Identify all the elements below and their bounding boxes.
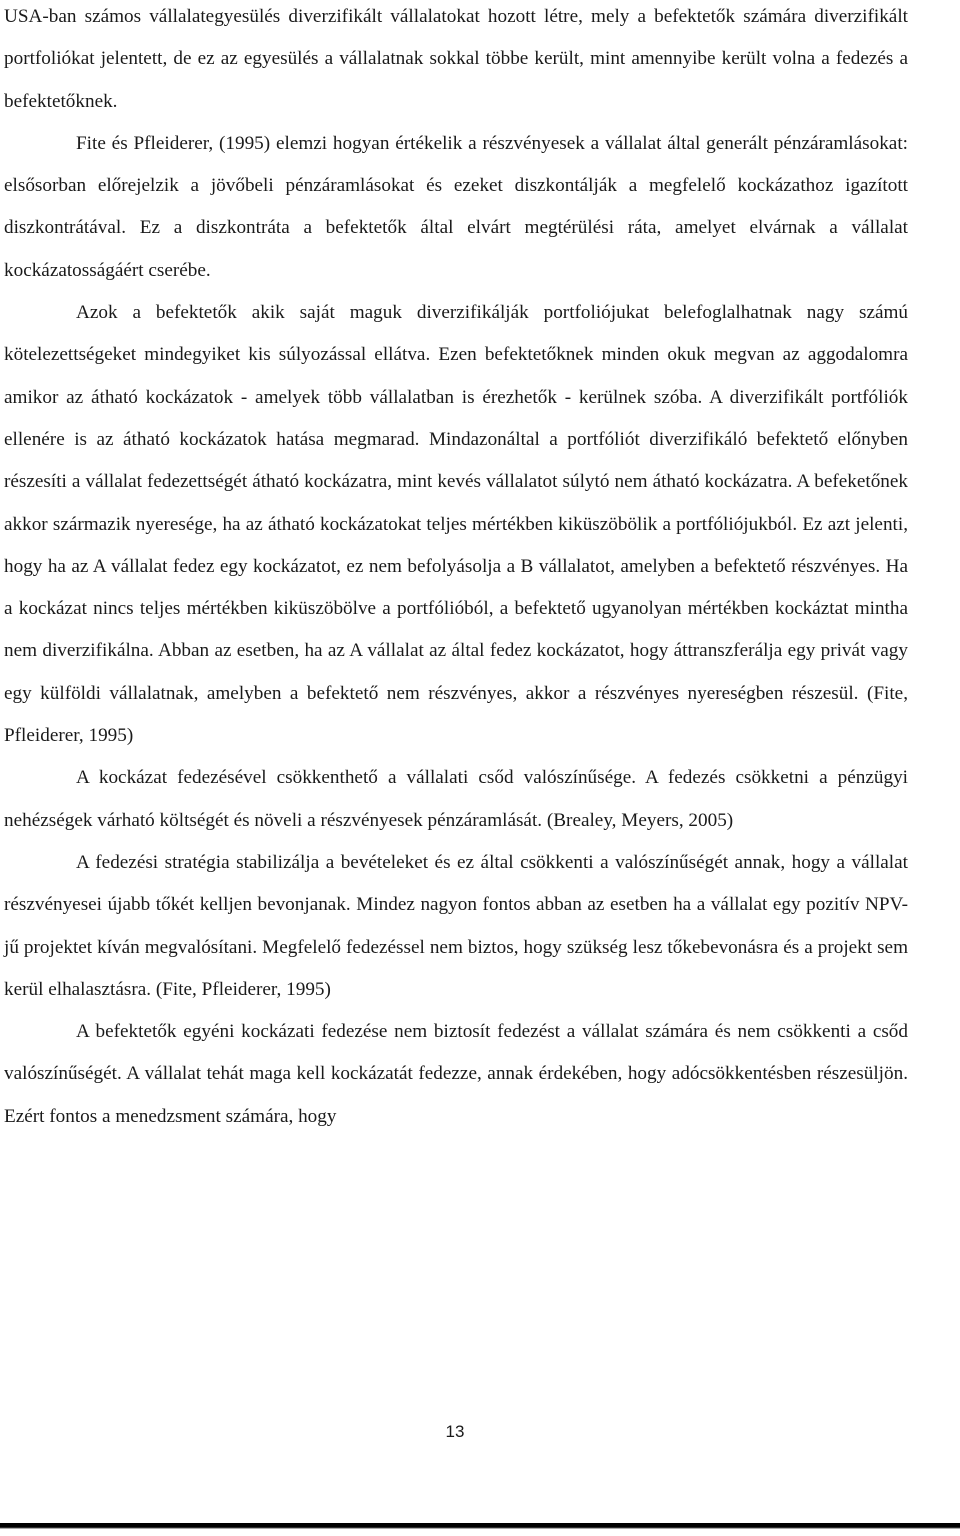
paragraph-diversifying-investors: Azok a befektetők akik saját maguk diverzifikálják portfoliójukat belefoglalhatnak nagy számú kötelezettségeket mindegyiket kis súlyozással ellátva. Ezen befektetőknek minden okuk megvan az aggodalomra amikor az átható kockázatok - amelyek több vállalatban is érezhetők - kerülnek szóba. A diverzifikált portfóliók ellenére is az átható kockázatok hatása megmarad. Mindazonáltal a portfóliót diverzifikáló befektető előnyben részesíti a vállalat fedezettségét átható kockázatra, mint kevés vállalatot súlytó nem átható kockázatra. A befeketőnek akkor származik nyeresége, ha az átható kockázatokat teljes mértékben kiküszöbölik a portfóliójukból. Ez azt jelenti, hogy ha az A vállalat fedez egy kockázatot, ez nem befolyásolja a B vállalatot, amelyben a befektető részvényes. Ha a kockázat nincs teljes mértékben kiküszöbölve a portfólióból, a befektető ugyanolyan mértékben kockáztat mintha nem diverzifikálna. Abban az esetben, ha az A vállalat az által fedez kockázatot, hogy áttranszferálja egy privát vagy egy külföldi vállalatnak, amelyben a befektető nem részvényes, akkor a részvényes nyereségben részesül. (Fite, Pfleiderer, 1995) (4, 302, 908, 747)
page-number: 13 (445, 1422, 465, 1441)
body-text (4, 0, 908, 1138)
footer-divider (0, 1523, 960, 1529)
paragraph-bankruptcy-probability: A kockázat fedezésével csökkenthető a vállalati csőd valószínűsége. A fedezés csökketni a pénzügyi nehézségek várható költségét és növeli a részvényesek pénzáramlását. (Brealey, Meyers, 2005) (4, 767, 908, 831)
paragraph-hedging-strategy: A fedezési stratégia stabilizálja a bevételeket és ez által csökkenti a valószínűségét annak, hogy a vállalat részvényesei újabb tőkét kelljen bevonjanak. Mindez nagyon fontos abban az esetben ha a vállalat egy pozitív NPV-jű projektet kíván megvalósítani. Megfelelő fedezéssel nem biztos, hogy szükség lesz tőkebevonásra és a projekt sem kerül elhalasztásra. (Fite, Pfleiderer, 1995) (4, 851, 908, 1000)
paragraph-continuation: USA-ban számos vállalategyesülés diverzifikált vállalatokat hozott létre, mely a befektetők számára diverzifikált portfoliókat jelentett, de ez az egyesülés a vállalatnak sokkal többe került, mint amennyibe került volna a fedezés a befektetőknek. (4, 6, 908, 112)
paragraph-individual-hedging: A befektetők egyéni kockázati fedezése nem biztosít fedezést a vállalat számára és nem csökkenti a csőd valószínűségét. A vállalat tehát maga kell kockázatát fedezze, annak érdekében, hogy adócsökkentésben részesüljön. Ezért fontos a menedzsment számára, hogy (4, 1021, 908, 1127)
paragraph-fite-pfleiderer: Fite és Pfleiderer, (1995) elemzi hogyan értékelik a részvényesek a vállalat által generált pénzáramlásokat: elsősorban előrejelzik a jövőbeli pénzáramlásokat és ezeket diszkontálják a megfelelő kockázathoz igazított diszkontrátával. Ez a diszkontráta a befektetők által elvárt megtérülési ráta, amelyet elvárnak a vállalat kockázatosságáért cserébe. (4, 132, 908, 281)
